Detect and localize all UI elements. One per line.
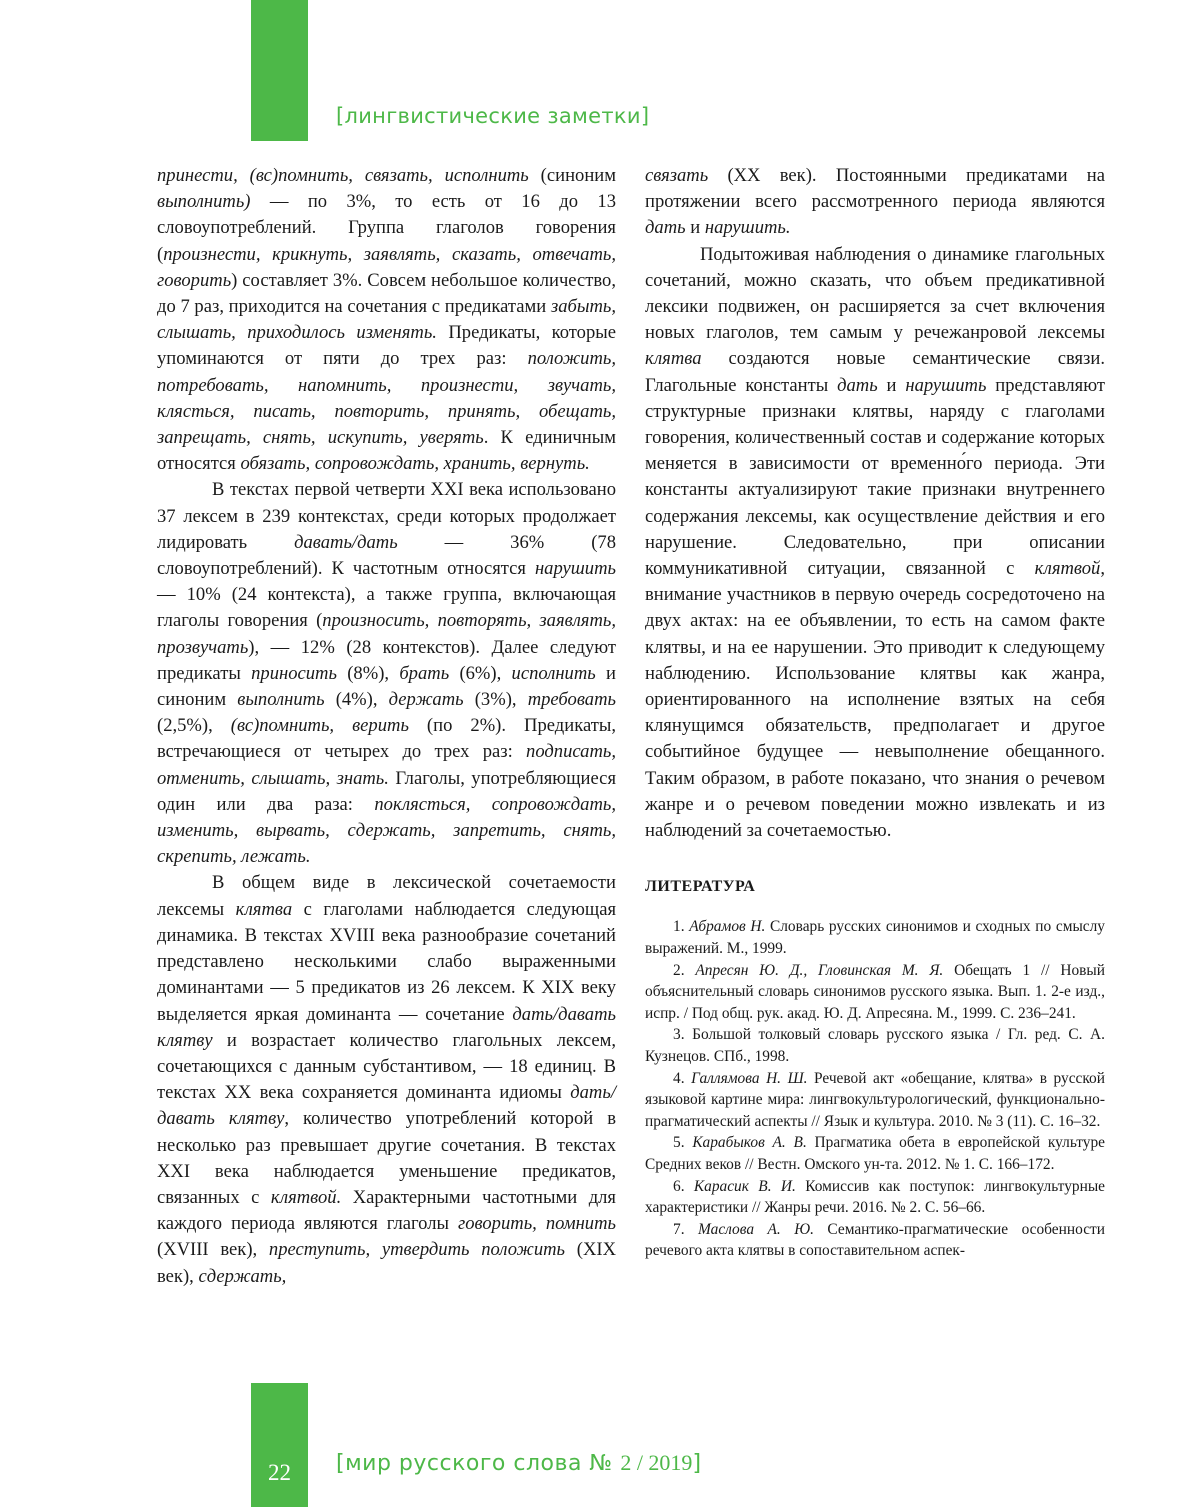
italic-run: произнести, крикнуть, заявлять, сказать, отвечать, говорить <box>157 243 616 291</box>
journal-title <box>336 1450 702 1476</box>
reference-item <box>645 960 1105 1025</box>
reference-item <box>645 1219 1105 1262</box>
paragraph <box>157 163 616 477</box>
italic-run: Абрамов Н. <box>689 918 766 936</box>
text-run: — по 3%, то есть от 16 до 13 словоупотреблений. Группа глаголов говорения ( <box>157 191 616 265</box>
italic-run: принести, (вс)помнить, связать, исполнить <box>157 165 529 186</box>
italic-run: держать <box>388 689 464 711</box>
italic-run: дать/давать клятву <box>157 1082 616 1130</box>
italic-run: Галлямова Н. Ш. <box>691 1069 808 1087</box>
italic-run: выполнить) <box>157 191 251 213</box>
text-run: создаются новые семантические связи. Глагольные константы <box>645 348 1105 396</box>
italic-run: Маслова А. Ю. <box>698 1220 814 1238</box>
italic-run: требовать <box>527 689 616 711</box>
italic-run: связать <box>645 165 709 186</box>
italic-run: дать <box>645 217 686 239</box>
text-run: и синоним <box>157 662 616 711</box>
text-run: Словарь русских синонимов и сходных по смыслу выражений. М., 1999. <box>645 918 1105 958</box>
text-run: Речевой акт «обещание, клятва» в русской языковой картине мира: лингвокультурологический, функционально-прагматический аспекты // Язык и культура. 2010. № 3 (11). С. 16–32. <box>645 1069 1105 1130</box>
text-run: ), — 12% (28 контекстов). Далее следуют предикаты <box>157 636 616 684</box>
text-run: — 10% (24 контекста), а также группа, включающая глаголы говорения ( <box>157 584 616 632</box>
italic-run: приносить <box>251 662 337 684</box>
italic-run: сдержать, <box>198 1265 287 1287</box>
page-number: 22 <box>268 1460 291 1485</box>
text-run: Подытоживая наблюдения о динамике глагольных сочетаний, можно сказать, что объем предикативной лексики подвижен, он расширяется за счет включения новых глаголов, тем самым у речежанровой лексемы <box>645 243 1105 344</box>
reference-item <box>645 1068 1105 1133</box>
italic-run: исполнить <box>511 662 596 684</box>
text-run: и <box>685 217 705 239</box>
text-run: (XIX век), <box>157 1239 617 1287</box>
text-run: (3%), <box>463 689 528 711</box>
text-run: (6%), <box>449 662 512 684</box>
reference-item <box>645 1176 1105 1219</box>
text-run: (по 2%). Предикаты, встречающиеся от четырех до трех раз: <box>157 715 616 763</box>
italic-run: подписать, отменить, слышать, знать. <box>157 741 616 789</box>
reference-item <box>645 1132 1105 1175</box>
italic-run: нарушить. <box>704 217 791 239</box>
italic-run: брать <box>399 662 450 684</box>
italic-run: обязать, сопровождать, хранить, вернуть. <box>240 453 590 475</box>
text-run: (XVIII век), <box>157 1239 269 1261</box>
italic-run: Апресян Ю. Д., Гловинская М. Я. <box>695 961 944 979</box>
reference-item <box>645 1024 1105 1067</box>
text-run: 1. <box>673 918 690 936</box>
text-run: Прагматика обета в европейской культуре Средних веков // Вестн. Омского ун-та. 2012. № 1. С. 166–172. <box>645 1134 1106 1174</box>
text-run: 4. <box>673 1069 692 1087</box>
text-run: представляют структурные признаки клятвы, наряду с глаголами говорения, количественный состав и содержание которых меняется в зависимости от временно́го периода. Эти константы актуализируют такие признаки внутреннего содержания лексемы, как осуществление действия и его нарушение. Следовательно, при описании коммуникативной ситуации, связанной с <box>645 374 1106 580</box>
paragraph <box>157 477 616 870</box>
italic-run: Карабыков А. В. <box>692 1134 807 1152</box>
text-run: 5. <box>673 1134 693 1152</box>
text-run: Глаголы, употребляющиеся один или два раза: <box>157 767 616 815</box>
text-run: и возрастает количество глагольных лексем, сочетающихся с данным субстантивом, — 18 единиц. В текстах XX века сохраняется доминанта идиомы <box>157 1029 616 1104</box>
italic-run: нарушить <box>905 374 987 396</box>
left-column <box>157 163 616 1290</box>
bottom-accent-bar <box>251 1383 308 1507</box>
text-run: (синоним <box>528 165 616 186</box>
text-run: (8%), <box>336 662 400 684</box>
italic-run: забыть, слышать, приходилось изменять. <box>157 296 616 344</box>
journal-bracket: ] <box>692 1451 702 1476</box>
journal-name: [мир русского слова № <box>336 1451 621 1476</box>
text-run: Предикаты, которые упоминаются от пяти до трех раз: <box>157 322 617 370</box>
italic-run: (вс)помнить, верить <box>230 715 409 737</box>
right-column <box>645 163 1105 1262</box>
italic-run: клятвой. <box>270 1186 342 1208</box>
text-run: Характерными частотными для каждого периода являются глаголы <box>157 1186 616 1235</box>
italic-run: произносить, повторять, заявлять, прозвучать <box>157 610 616 658</box>
top-accent-bar <box>251 0 308 141</box>
text-run: (XX век). Постоянными предикатами на протяжении всего рассмотренного периода являются <box>645 165 1105 213</box>
italic-run: говорить, помнить <box>458 1213 616 1235</box>
italic-run: дать/давать клятву <box>157 1003 616 1051</box>
text-run: Обещать 1 // Новый объяснительный словарь синонимов русского языка. Вып. 1. 2-е изд., испр. / Под общ. рук. акад. Ю. Д. Апресяна. М., 1999. С. 236–241. <box>645 961 1105 1022</box>
text-run: В общем виде в лексической сочетаемости лексемы <box>157 872 616 920</box>
italic-run: клятвой <box>1034 558 1101 580</box>
section-header: [лингвистические заметки] <box>336 104 650 128</box>
journal-issue: 2 / 2019 <box>620 1450 693 1475</box>
text-run: 3. Большой толковый словарь русского языка / Гл. ред. С. А. Кузнецов. СПб., 1998. <box>645 1026 1105 1066</box>
text-run: 7. <box>673 1220 699 1238</box>
italic-run: Карасик В. И. <box>693 1177 796 1195</box>
italic-run: дать <box>837 374 878 396</box>
reference-list <box>645 916 1105 1262</box>
text-run: , внимание участников в первую очередь сосредоточено на двух актах: на ее объявлении, то есть на самом факте клятвы, и на ее нарушении. Это приводит к следующему наблюдению. Использование клятвы как жанра, ориентированного на исполнение взятых на себя клянущимся обязательств, предполагает и другое событийное будущее — невыполнение обещанного. Таким образом, в работе показано, что знания о речевом жанре и о речевом поведении можно извлекать и из наблюдений за сочетаемостью. <box>645 558 1105 842</box>
italic-run: положить, потребовать, напомнить, произнести, звучать, клясться, писать, повторить, принять, обещать, запрещать, снять, искупить, уверять <box>157 348 616 449</box>
italic-run: клятва <box>235 898 293 920</box>
paragraph <box>645 242 1105 845</box>
text-run: (2,5%), <box>157 715 231 737</box>
reference-item <box>645 916 1105 959</box>
text-run: с глаголами наблюдается следующая динамика. В текстах XVIII века разнообразие сочетаний представлено несколькими слабо выраженными доминантами — 5 предикатов из 26 лексем. К XIX веку выделяется яркая доминанта — сочетание <box>157 898 616 1025</box>
italic-run: выполнить <box>237 689 325 711</box>
text-run: Семантико-прагматические особенности речевого акта клятвы в сопоставительном аспек- <box>645 1220 1105 1260</box>
text-run: . К единичным относятся <box>157 427 616 475</box>
italic-run: клятва <box>645 348 702 370</box>
paragraph <box>157 870 616 1289</box>
text-run: 2. <box>673 961 696 979</box>
literature-heading: ЛИТЕРАТУРА <box>645 878 756 896</box>
italic-run: поклясться, сопровождать, изменить, вырвать, сдержать, запретить, снять, скрепить, лежать. <box>157 793 616 868</box>
text-run: 6. <box>673 1177 694 1195</box>
italic-run: нарушить <box>534 558 616 580</box>
text-run: Комиссив как поступок: лингвокультурные характеристики // Жанры речи. 2016. № 2. С. 56–66. <box>645 1177 1105 1217</box>
text-run: , количество употреблений которой в несколько раз превышает другие сочетания. В текстах XXI века наблюдается уменьшение предикатов, связанных с <box>157 1108 616 1208</box>
text-run: ) составляет 3%. Совсем небольшое количество, до 7 раз, приходится на сочетания с предикатами <box>157 269 616 318</box>
text-run: В текстах первой четверти XXI века использовано 37 лексем в 239 контекстах, среди которых продолжает лидировать <box>157 479 616 553</box>
italic-run: давать/дать <box>294 531 398 553</box>
text-run: и <box>877 374 906 396</box>
text-run: — 36% (78 словоупотреблений). К частотным относятся <box>157 531 616 580</box>
paragraph <box>645 163 1105 242</box>
italic-run: преступить, утвердить положить <box>268 1239 566 1261</box>
text-run: (4%), <box>324 689 389 711</box>
